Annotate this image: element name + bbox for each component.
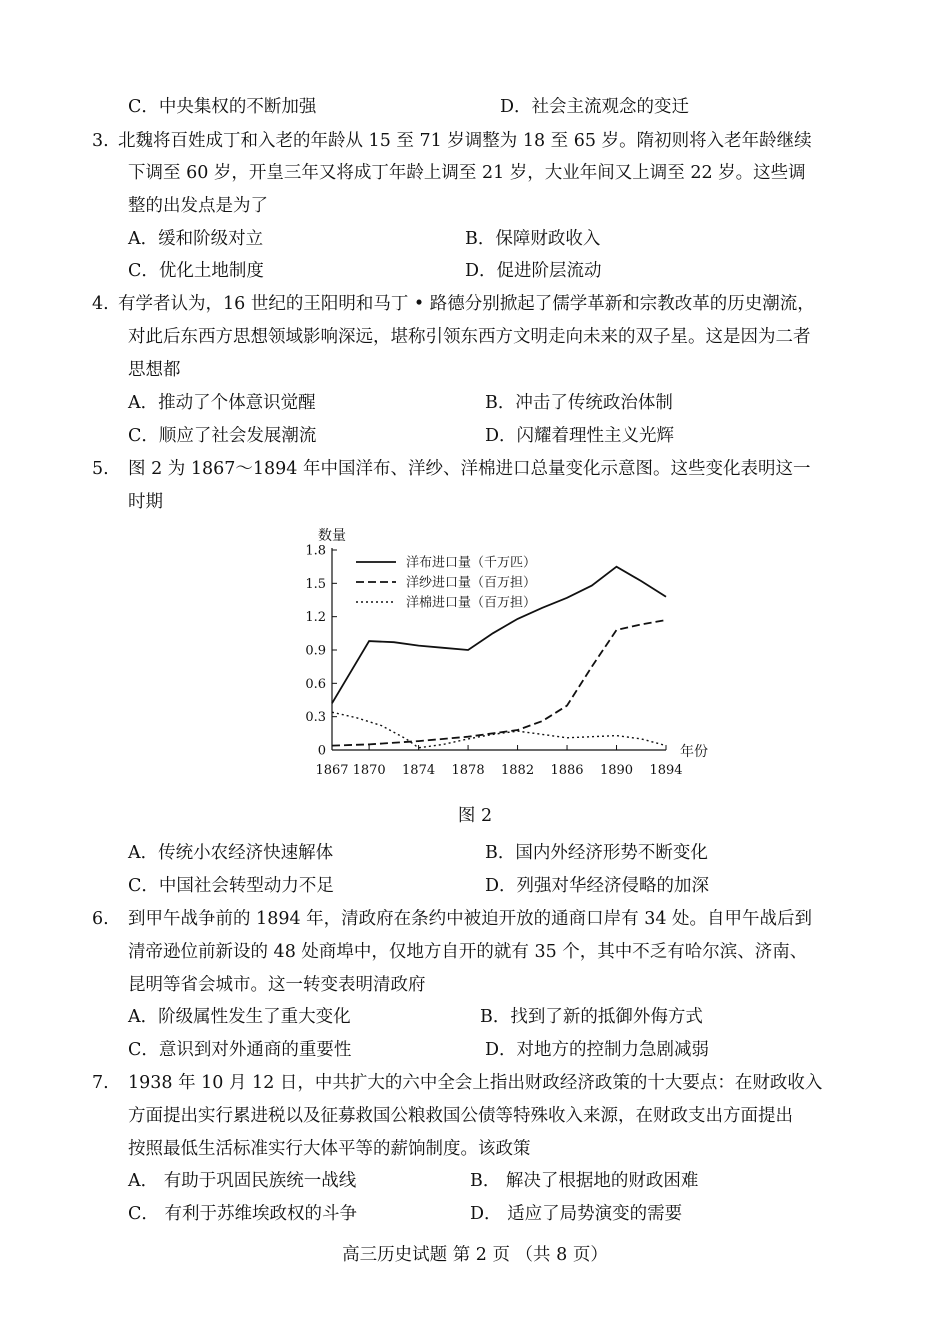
- q5-option-a: A．传统小农经济快速解体: [128, 843, 334, 863]
- y-tick-label: 1.5: [305, 576, 326, 592]
- q3-option-b: B．保障财政收入: [465, 229, 601, 249]
- q3-option-c: C．优化土地制度: [128, 261, 264, 281]
- q4-option-a: A．推动了个体意识觉醒: [128, 393, 316, 413]
- q4-option-d: D．闪耀着理性主义光辉: [485, 426, 675, 446]
- q4-stem-line2: 对此后东西方思想领域影响深远，堪称引领东西方文明走向未来的双子星。这是因为二者: [128, 327, 811, 347]
- q6-option-c: C．意识到对外通商的重要性: [128, 1040, 352, 1060]
- x-tick-label: 1886: [550, 763, 584, 778]
- y-tick-label: 0.6: [305, 676, 326, 692]
- q3-option-d: D．促进阶层流动: [465, 261, 602, 281]
- x-tick-label: 1867: [315, 763, 349, 778]
- legend-label-3: 洋棉进口量（百万担）: [406, 595, 537, 611]
- q5-stem-line1: 图 2 为 1867～1894 年中国洋布、洋纱、洋棉进口总量变化示意图。这些变化表明这一: [128, 459, 811, 479]
- q3-stem-line3: 整的出发点是为了: [128, 196, 268, 216]
- q6-option-a: A．阶级属性发生了重大变化: [128, 1007, 351, 1027]
- y-tick-label: 0.9: [305, 643, 326, 659]
- q4-option-b: B．冲击了传统政治体制: [485, 393, 673, 413]
- q2-option-c: C．中央集权的不断加强: [128, 97, 317, 117]
- q5-option-b: B．国内外经济形势不断变化: [485, 843, 708, 863]
- q3-number: 3.: [92, 131, 109, 151]
- q5-number: 5.: [92, 459, 109, 479]
- legend-label-1: 洋布进口量（千万匹）: [406, 555, 537, 571]
- q6-stem-line3: 昆明等省会城市。这一转变表明清政府: [128, 975, 426, 995]
- x-tick-label: 1890: [599, 763, 634, 778]
- q6-option-b: B．找到了新的抵御外侮方式: [480, 1007, 703, 1027]
- figure-caption: 图 2: [457, 806, 493, 826]
- q3-option-a: A．缓和阶级对立: [128, 229, 264, 249]
- q7-option-b: B． 解决了根据地的财政困难: [470, 1171, 699, 1191]
- y-tick-label: 0.3: [305, 710, 326, 726]
- q4-stem-line3: 思想都: [128, 360, 181, 380]
- q3-stem-line1: 北魏将百姓成丁和入老的年龄从 15 至 71 岁调整为 18 至 65 岁。隋初则将入老年龄继续: [118, 131, 812, 151]
- q7-stem-line1: 1938 年 10 月 12 日，中共扩大的六中全会上指出财政经济政策的十大要点：在财政收入: [128, 1073, 823, 1093]
- y-axis-label: 数量: [318, 528, 346, 544]
- q7-stem-line2: 方面提出实行累进税以及征募救国公粮救国公债等特殊收入来源，在财政支出方面提出: [128, 1106, 793, 1126]
- y-tick-label: 1.2: [305, 610, 326, 626]
- q4-stem-line1: 有学者认为，16 世纪的王阳明和马丁 • 路德分别掀起了儒学革新和宗教改革的历史潮流，: [118, 294, 815, 314]
- q4-option-c: C．顺应了社会发展潮流: [128, 426, 317, 446]
- x-tick-label: 1874: [402, 763, 436, 778]
- import-volume-chart: [300, 520, 720, 780]
- y-tick-label: 1.8: [305, 543, 326, 559]
- series-line-3: [332, 712, 666, 748]
- y-tick-label: 0: [317, 743, 326, 759]
- q7-option-d: D． 适应了局势演变的需要: [470, 1204, 683, 1224]
- q5-option-d: D．列强对华经济侵略的加深: [485, 876, 710, 896]
- x-tick-label: 1870: [352, 763, 386, 778]
- q7-stem-line3: 按照最低生活标准实行大体平等的薪饷制度。该政策: [128, 1139, 531, 1159]
- page-footer: 高三历史试题 第 2 页 （共 8 页）: [342, 1245, 608, 1265]
- q2-option-d: D．社会主流观念的变迁: [500, 97, 690, 117]
- x-tick-label: 1894: [649, 763, 683, 778]
- q4-number: 4.: [92, 294, 109, 314]
- x-tick-label: 1878: [451, 763, 485, 778]
- q3-stem-line2: 下调至 60 岁，开皇三年又将成丁年龄上调至 21 岁，大业年间又上调至 22 岁。这些调: [128, 163, 806, 183]
- q6-stem-line2: 清帝逊位前新设的 48 处商埠中，仅地方自开的就有 35 个，其中不乏有哈尔滨、济南、: [128, 942, 808, 962]
- q7-number: 7.: [92, 1073, 109, 1093]
- x-axis-label: 年份: [680, 744, 708, 760]
- q6-stem-line1: 到甲午战争前的 1894 年，清政府在条约中被迫开放的通商口岸有 34 处。自甲午战后到: [128, 909, 813, 929]
- q5-stem-line2: 时期: [128, 492, 163, 512]
- q5-option-c: C．中国社会转型动力不足: [128, 876, 334, 896]
- x-tick-label: 1882: [501, 763, 535, 778]
- q7-option-a: A． 有助于巩固民族统一战线: [128, 1171, 357, 1191]
- q6-option-d: D．对地方的控制力急剧减弱: [485, 1040, 710, 1060]
- q7-option-c: C． 有利于苏维埃政权的斗争: [128, 1204, 357, 1224]
- series-line-2: [332, 620, 666, 746]
- q6-number: 6.: [92, 909, 109, 929]
- legend-label-2: 洋纱进口量（百万担）: [406, 575, 537, 591]
